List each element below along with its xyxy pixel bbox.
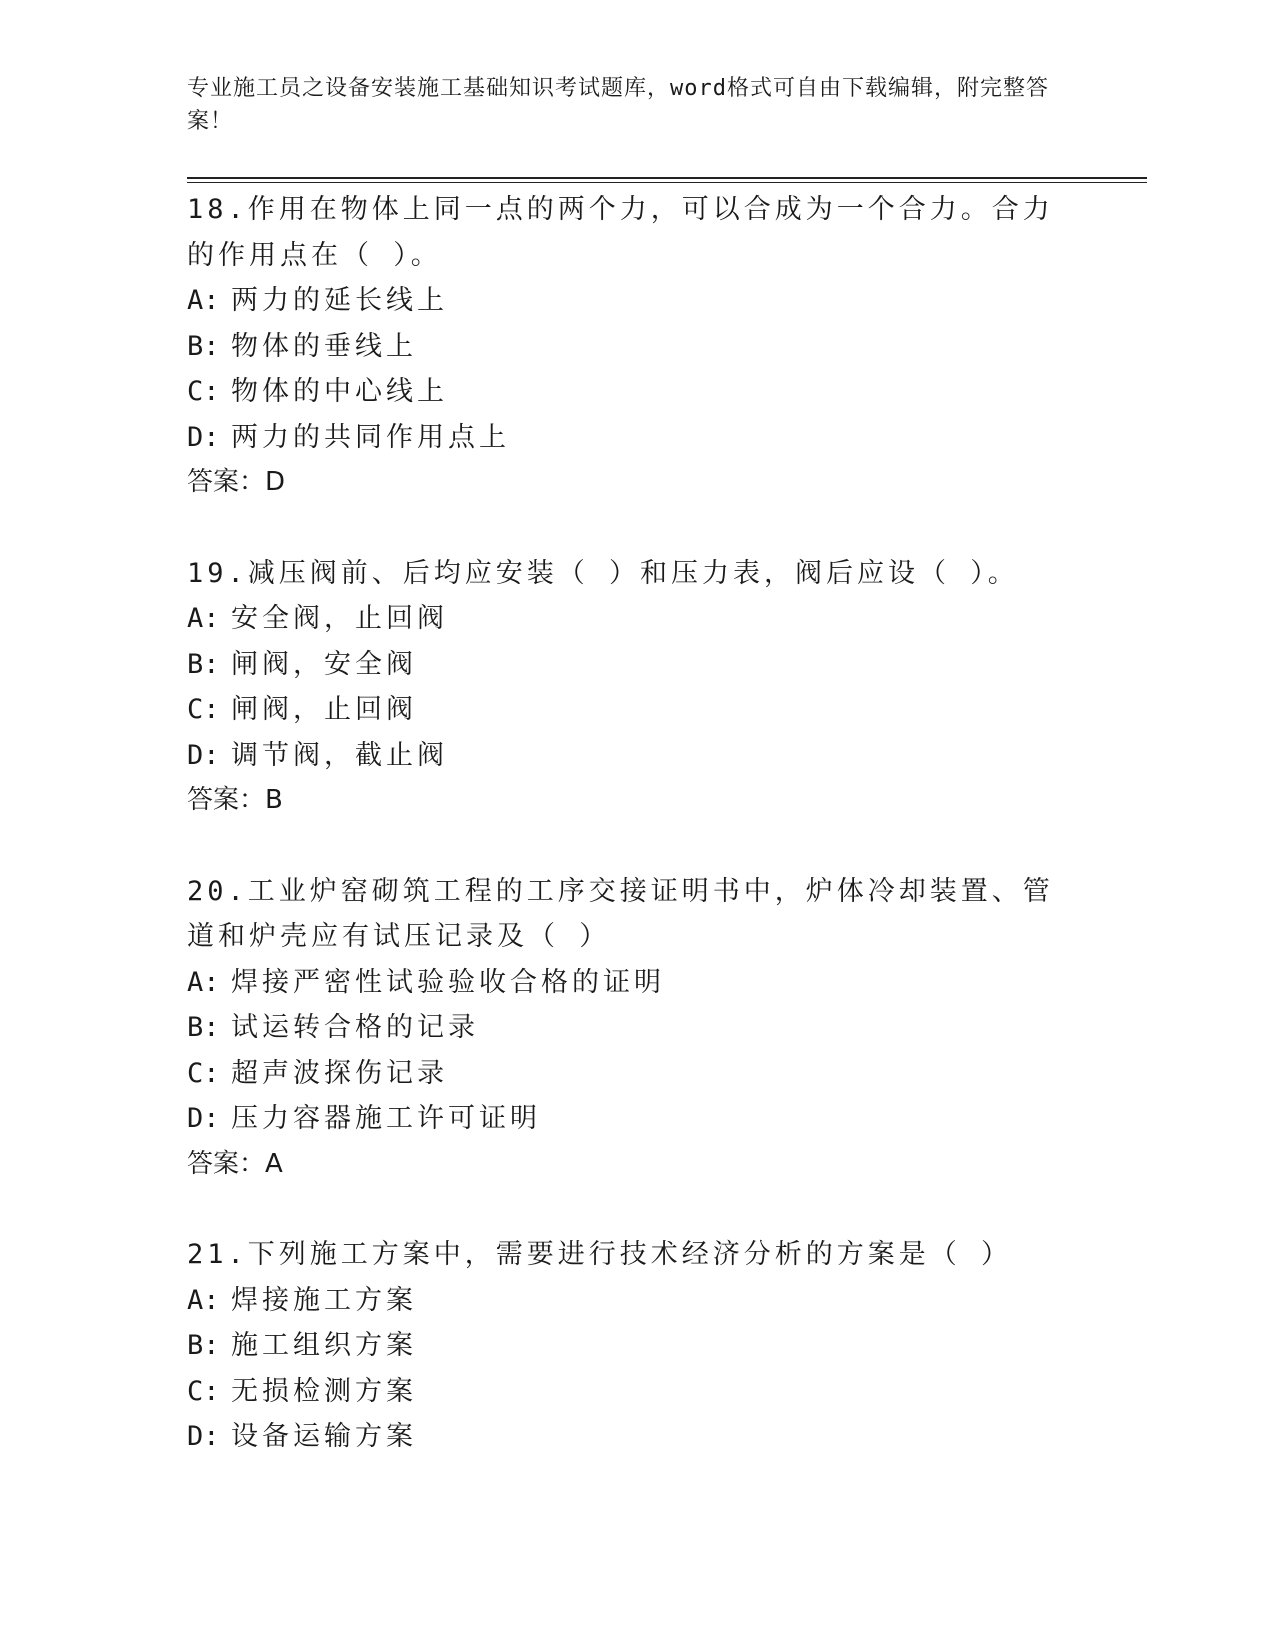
option-d [187, 415, 1147, 461]
option-d [187, 1096, 1147, 1142]
option-key: C: [187, 376, 220, 407]
option-key: B: [187, 1330, 220, 1361]
option-text: 两力的共同作用点上 [231, 421, 510, 453]
option-key: B: [187, 330, 220, 362]
option-key: A: [187, 603, 220, 634]
option-key: D: [187, 1103, 220, 1134]
option-text: 压力容器施工许可证明 [231, 1103, 541, 1134]
option-text: 安全阀，止回阀 [231, 603, 448, 634]
option-b [187, 324, 1147, 370]
option-key: C: [187, 1375, 220, 1407]
option-text: 焊接施工方案 [231, 1284, 417, 1316]
option-text: 超声波探伤记录 [231, 1057, 448, 1089]
question-stem: 21.下列施工方案中，需要进行技术经济分析的方案是（ ） [187, 1239, 1013, 1270]
question-18 [187, 187, 1147, 506]
option-key: C: [187, 1057, 220, 1089]
question-stem: 19.减压阀前、后均应安装（ ）和压力表，阀后应设（ ）。 [187, 557, 1019, 589]
option-key: A: [187, 285, 220, 316]
question-stem: 18.作用在物体上同一点的两个力，可以合成为一个合力。合力的作用点在（ ）。 [187, 194, 1054, 271]
question-list [187, 187, 1147, 1505]
option-a [187, 1278, 1147, 1324]
header-divider-thin [187, 182, 1147, 183]
option-text: 设备运输方案 [231, 1421, 417, 1452]
option-b [187, 642, 1147, 688]
option-key: D: [187, 739, 220, 771]
header-divider-thick [187, 177, 1147, 179]
option-key: D: [187, 421, 220, 453]
option-text: 调节阀，截止阀 [231, 739, 448, 771]
option-text: 焊接严密性试验验收合格的证明 [231, 966, 665, 998]
question-21 [187, 1232, 1147, 1460]
option-a [187, 596, 1147, 642]
option-c [187, 1051, 1147, 1097]
option-text: 物体的垂线上 [231, 330, 417, 362]
option-c [187, 369, 1147, 415]
option-text: 闸阀，安全阀 [231, 648, 417, 680]
option-b [187, 1005, 1147, 1051]
question-20 [187, 869, 1147, 1188]
option-text: 施工组织方案 [231, 1330, 417, 1361]
option-key: A: [187, 1284, 220, 1316]
document-header: 专业施工员之设备安装施工基础知识考试题库，word格式可自由下载编辑，附完整答案！ [187, 76, 1049, 134]
option-text: 试运转合格的记录 [231, 1012, 479, 1043]
question-19 [187, 551, 1147, 824]
option-text: 无损检测方案 [231, 1375, 417, 1407]
option-a [187, 278, 1147, 324]
option-text: 两力的延长线上 [231, 285, 448, 316]
answer-line: 答案：B [187, 785, 283, 815]
answer-line: 答案：D [187, 467, 286, 497]
question-stem: 20.工业炉窑砌筑工程的工序交接证明书中，炉体冷却装置、管道和炉壳应有试压记录及（ ） [187, 875, 1054, 952]
option-key: C: [187, 694, 220, 725]
option-text: 物体的中心线上 [231, 376, 448, 407]
option-key: A: [187, 966, 220, 998]
option-d [187, 1414, 1147, 1460]
answer-line: 答案：A [187, 1148, 283, 1179]
option-c [187, 687, 1147, 733]
option-c [187, 1369, 1147, 1415]
option-a [187, 960, 1147, 1006]
option-key: D: [187, 1421, 220, 1452]
option-b [187, 1323, 1147, 1369]
option-key: B: [187, 648, 220, 680]
option-key: B: [187, 1012, 220, 1043]
option-d [187, 733, 1147, 779]
option-text: 闸阀，止回阀 [231, 694, 417, 725]
